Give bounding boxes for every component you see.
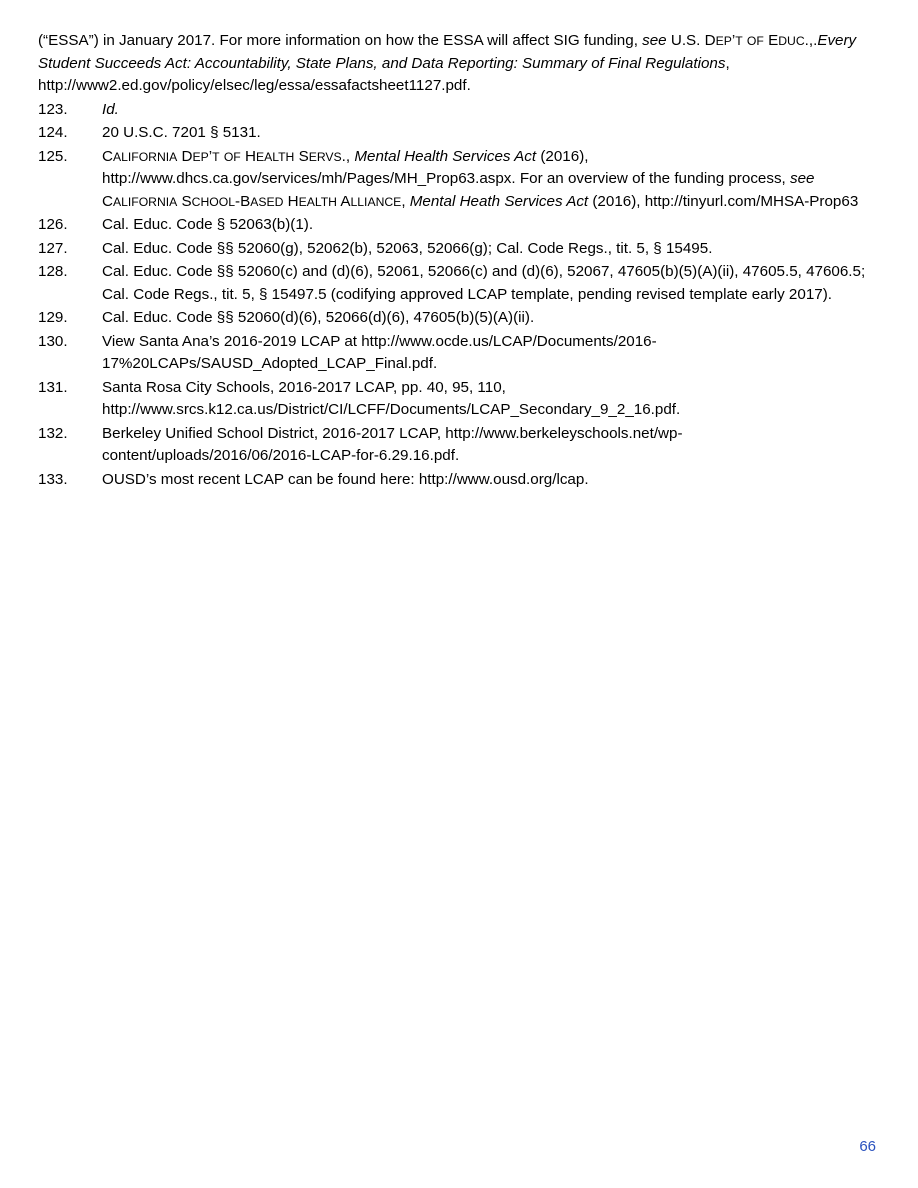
- footnote-number: 125.: [38, 147, 68, 165]
- footnote-number: 126.: [38, 216, 68, 233]
- page-number: 66: [859, 1138, 876, 1155]
- italic-text: Mental Heath Services Act: [409, 192, 589, 210]
- footnote-number: 132.: [38, 424, 68, 442]
- footnote-item: [38, 146, 874, 214]
- small-caps-text: CALIFORNIA SCHOOL-BASED HEALTH ALLIANCE: [102, 192, 402, 210]
- small-caps-text: CALIFORNIA DEP’T OF HEALTH SERVS.: [102, 147, 346, 165]
- footnote-text: View Santa Ana’s 2016-2019 LCAP at http://www.ocde.us/LCAP/Documents/2016-17%20LCAPs/SAUSD_Adopted_LCAP_Final.pdf.: [102, 332, 657, 372]
- footnote-number: 124.: [38, 124, 68, 141]
- footnote-item: [38, 261, 874, 306]
- italic-text: Every Student Succeeds Act: Accountability, State Plans, and Data Reporting: Summary of Final Regulations: [38, 32, 857, 72]
- footnote-item: [38, 331, 874, 376]
- footnote-text: OUSD’s most recent LCAP can be found here: http://www.ousd.org/lcap.: [102, 470, 589, 488]
- footnote-text: Cal. Educ. Code §§ 52060(g), 52062(b), 52063, 52066(g); Cal. Code Regs., tit. 5, § 15495.: [102, 239, 713, 257]
- footnote-text: Cal. Educ. Code §§ 52060(c) and (d)(6), 52061, 52066(c) and (d)(6), 52067, 47605(b)(5)(A)(ii), 47605.5, 47606.5; Cal. Code Regs., tit. 5, § 15497.5 (codifying approved LCAP template, pending revised template early 2017).: [102, 263, 866, 303]
- footnote-number: 127.: [38, 239, 68, 257]
- footnote-item: [38, 469, 874, 492]
- footnote-text: CALIFORNIA DEP’T OF HEALTH SERVS., Mental Health Services Act (2016), http://www.dhcs.ca.gov/services/mh/Pages/MH_Prop63.aspx. For an overview of the funding process, see CALIFORNIA SCHOOL-BASED HEALTH ALLIANCE, Mental Heath Services Act (2016), http://tinyurl.com/MHSA-Prop63: [102, 147, 859, 210]
- footnote-number: 123.: [38, 100, 68, 118]
- footnote-list: [38, 99, 874, 492]
- page-content: [38, 30, 874, 491]
- footnote-item: [38, 307, 874, 330]
- footnote-item: [38, 423, 874, 468]
- footnote-item: [38, 214, 874, 237]
- small-caps-text: DEP’T OF EDUC.: [704, 32, 809, 49]
- footnote-item: [38, 99, 874, 122]
- continued-paragraph: (“ESSA”) in January 2017. For more information on how the ESSA will affect SIG funding, see U.S. DEP’T OF EDUC.,.Every Student Succeeds Act: Accountability, State Plans, and Data Reporting: Summary of Final Regulations, http://www2.ed.gov/policy/elsec/leg/essa/essafactsheet1127.pdf.: [38, 32, 857, 94]
- footnote-item: [38, 122, 874, 145]
- footnote-text: Cal. Educ. Code § 52063(b)(1).: [102, 216, 314, 233]
- italic-text: see: [642, 32, 667, 49]
- footnote-item: [38, 377, 874, 422]
- footnote-text: 20 U.S.C. 7201 § 5131.: [102, 124, 261, 141]
- footnote-number: 133.: [38, 470, 68, 488]
- italic-text: Id.: [102, 100, 119, 118]
- footnote-number: 129.: [38, 309, 68, 326]
- footnote-item: [38, 238, 874, 261]
- footnote-number: 130.: [38, 332, 68, 350]
- footnote-number: 131.: [38, 378, 68, 396]
- footnote-text: Cal. Educ. Code §§ 52060(d)(6), 52066(d)(6), 47605(b)(5)(A)(ii).: [102, 309, 535, 326]
- italic-text: see: [789, 170, 815, 187]
- footnote-text: [102, 99, 874, 122]
- footnote-text: Santa Rosa City Schools, 2016-2017 LCAP, pp. 40, 95, 110, http://www.srcs.k12.ca.us/District/CI/LCFF/Documents/LCAP_Secondary_9_2_16.pdf.: [102, 378, 681, 418]
- footnote-number: 128.: [38, 263, 68, 280]
- italic-text: Mental Health Services Act: [354, 147, 537, 165]
- footnote-text: Berkeley Unified School District, 2016-2017 LCAP, http://www.berkeleyschools.net/wp-content/uploads/2016/06/2016-LCAP-for-6.29.16.pdf.: [102, 424, 683, 464]
